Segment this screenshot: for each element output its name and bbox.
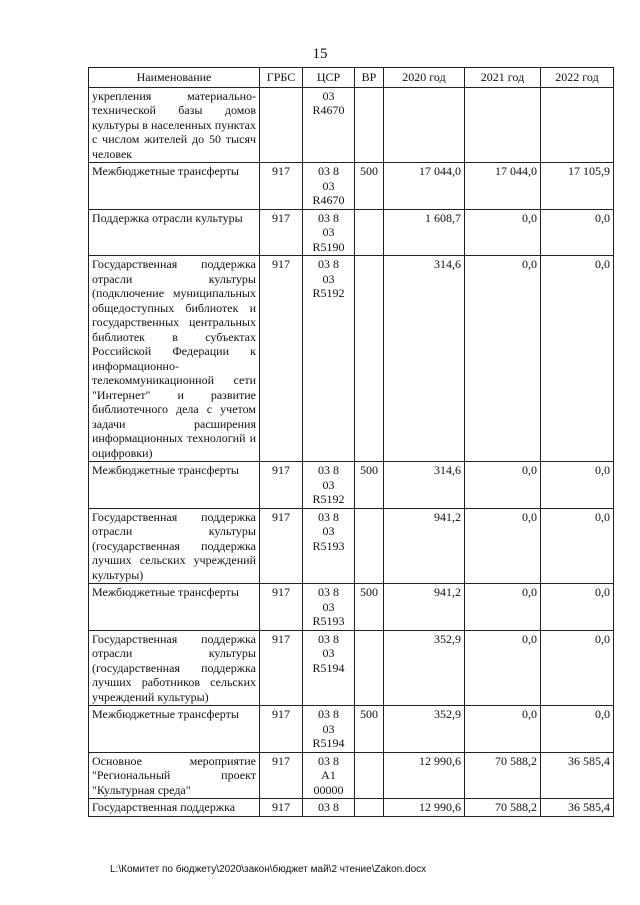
cell-vr [355, 799, 384, 817]
table-header-row [89, 68, 614, 88]
cell-grbs: 917 [260, 706, 303, 753]
cell-vr: 500 [355, 163, 384, 210]
cell-2020: 352,9 [384, 706, 465, 753]
cell-2021: 0,0 [465, 508, 541, 584]
cell-grbs: 917 [260, 508, 303, 584]
cell-csr: 03 8 03 R4670 [303, 163, 355, 210]
cell-name: Межбюджетные трансферты [89, 706, 260, 753]
cell-2020: 12 990,6 [384, 799, 465, 817]
cell-csr: 03 8 [303, 799, 355, 817]
cell-2022: 0,0 [541, 209, 614, 256]
cell-grbs [260, 87, 303, 163]
cell-name: укрепления материально-технической базы домов культуры в населенных пунктах с числом жителей до 50 тысяч человек [89, 87, 260, 163]
cell-2020: 1 608,7 [384, 209, 465, 256]
cell-grbs: 917 [260, 462, 303, 509]
cell-2022: 0,0 [541, 584, 614, 631]
cell-csr: 03 8 03 R5190 [303, 209, 355, 256]
cell-2022: 0,0 [541, 256, 614, 462]
cell-csr: 03 8 03 R5192 [303, 462, 355, 509]
cell-vr: 500 [355, 706, 384, 753]
cell-name: Межбюджетные трансферты [89, 163, 260, 210]
cell-2021 [465, 87, 541, 163]
cell-grbs: 917 [260, 752, 303, 799]
cell-2020: 352,9 [384, 630, 465, 706]
cell-name: Основное мероприятие "Региональный проект "Культурная среда" [89, 752, 260, 799]
cell-name: Государственная поддержка отрасли культуры (государственная поддержка лучших работников сельских учреждений культуры) [89, 630, 260, 706]
cell-vr [355, 752, 384, 799]
cell-2020: 314,6 [384, 256, 465, 462]
table-row [89, 256, 614, 462]
cell-2022: 0,0 [541, 462, 614, 509]
table-row [89, 752, 614, 799]
cell-grbs: 917 [260, 209, 303, 256]
cell-2022: 0,0 [541, 706, 614, 753]
table-row [89, 706, 614, 753]
cell-vr [355, 508, 384, 584]
cell-2021: 17 044,0 [465, 163, 541, 210]
cell-csr: 03 8 A1 00000 [303, 752, 355, 799]
table-row [89, 163, 614, 210]
cell-2021: 0,0 [465, 630, 541, 706]
table-row [89, 462, 614, 509]
cell-2021: 0,0 [465, 462, 541, 509]
cell-2022: 0,0 [541, 630, 614, 706]
cell-name: Государственная поддержка [89, 799, 260, 817]
cell-2022: 36 585,4 [541, 799, 614, 817]
header-vr: ВР [355, 68, 384, 88]
header-2022: 2022 год [541, 68, 614, 88]
cell-vr [355, 209, 384, 256]
cell-2020: 941,2 [384, 584, 465, 631]
cell-2021: 70 588,2 [465, 799, 541, 817]
cell-csr: 03 8 03 R5194 [303, 630, 355, 706]
cell-grbs: 917 [260, 630, 303, 706]
cell-2022: 0,0 [541, 508, 614, 584]
footer-file-path: L:\Комитет по бюджету\2020\закон\бюджет май\2 чтение\Zakon.docx [110, 864, 427, 875]
header-name: Наименование [89, 68, 260, 88]
header-2020: 2020 год [384, 68, 465, 88]
cell-grbs: 917 [260, 256, 303, 462]
cell-2020: 941,2 [384, 508, 465, 584]
budget-table [88, 67, 614, 817]
cell-2022: 36 585,4 [541, 752, 614, 799]
cell-csr: 03 R4670 [303, 87, 355, 163]
table-row [89, 630, 614, 706]
cell-2021: 0,0 [465, 256, 541, 462]
header-2021: 2021 год [465, 68, 541, 88]
cell-2020: 12 990,6 [384, 752, 465, 799]
cell-2020: 314,6 [384, 462, 465, 509]
cell-vr: 500 [355, 462, 384, 509]
cell-name: Межбюджетные трансферты [89, 462, 260, 509]
cell-vr [355, 256, 384, 462]
cell-name: Государственная поддержка отрасли культуры (государственная поддержка лучших сельских учреждений культуры) [89, 508, 260, 584]
cell-2022: 17 105,9 [541, 163, 614, 210]
cell-name: Государственная поддержка отрасли культуры (подключение муниципальных общедоступных библиотек и государственных центральных библиотек в субъектах Российской Федерации к информационно-телекоммуникационной сети "Интернет" и развитие библиотечного дела с учетом задачи расширения информационных технологий и оцифровки) [89, 256, 260, 462]
table-row [89, 87, 614, 163]
page-number: 15 [312, 46, 328, 62]
cell-name: Межбюджетные трансферты [89, 584, 260, 631]
cell-grbs: 917 [260, 584, 303, 631]
cell-2022 [541, 87, 614, 163]
cell-2020 [384, 87, 465, 163]
cell-name: Поддержка отрасли культуры [89, 209, 260, 256]
cell-vr [355, 630, 384, 706]
table-row [89, 584, 614, 631]
cell-csr: 03 8 03 R5193 [303, 584, 355, 631]
cell-2021: 70 588,2 [465, 752, 541, 799]
cell-csr: 03 8 03 R5194 [303, 706, 355, 753]
cell-2021: 0,0 [465, 706, 541, 753]
cell-grbs: 917 [260, 163, 303, 210]
cell-grbs: 917 [260, 799, 303, 817]
cell-2020: 17 044,0 [384, 163, 465, 210]
cell-2021: 0,0 [465, 584, 541, 631]
cell-csr: 03 8 03 R5192 [303, 256, 355, 462]
header-csr: ЦСР [303, 68, 355, 88]
table-row [89, 508, 614, 584]
table-row [89, 799, 614, 817]
header-grbs: ГРБС [260, 68, 303, 88]
cell-csr: 03 8 03 R5193 [303, 508, 355, 584]
cell-vr: 500 [355, 584, 384, 631]
cell-2021: 0,0 [465, 209, 541, 256]
cell-vr [355, 87, 384, 163]
table-row [89, 209, 614, 256]
